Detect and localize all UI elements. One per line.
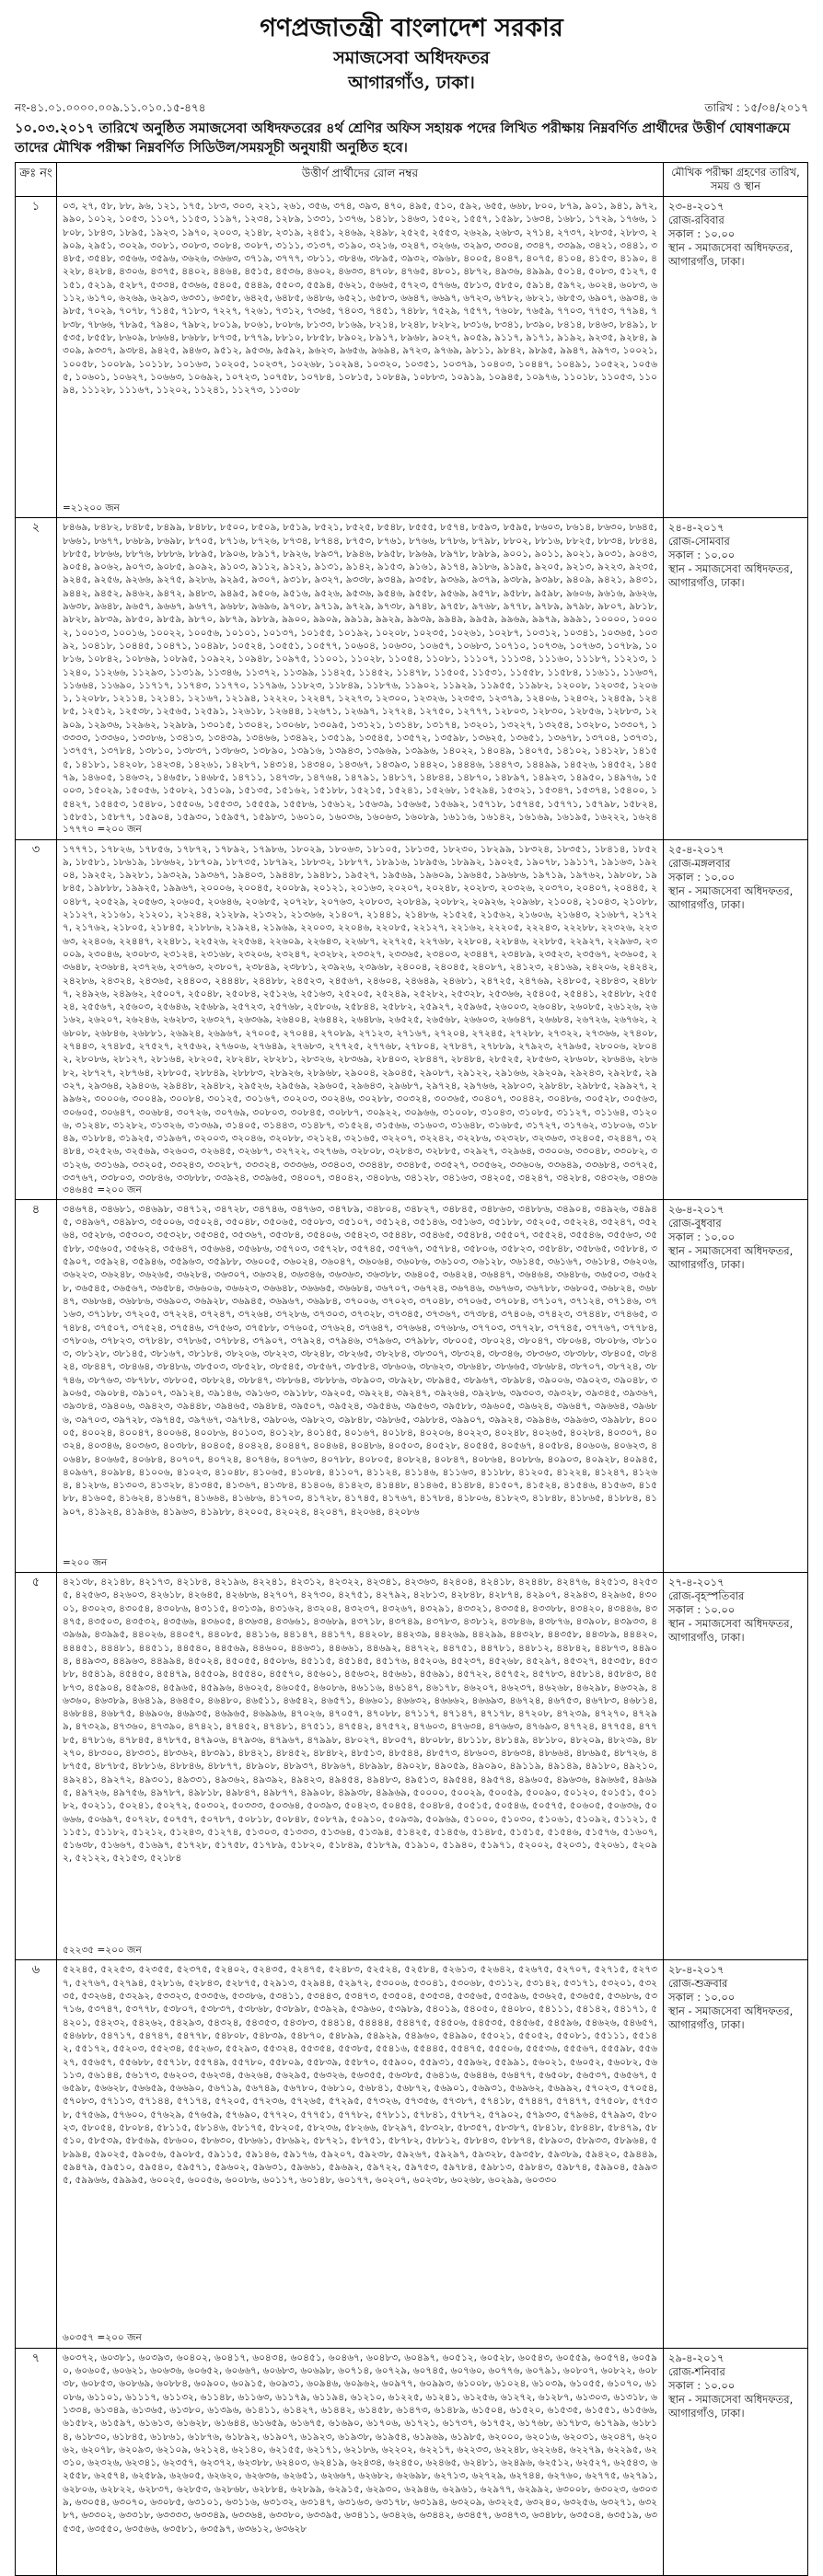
col-schedule-header: মৌখিক পরীক্ষা গ্রহণের তারিখ, সময় ও স্থান [664,163,808,197]
table-row [16,1199,808,1572]
row-total: ১৭৭৭০ =২০০ জন [63,824,142,836]
table-row [16,1573,808,1960]
schedule-venue: স্থান - সমাজসেবা অধিদফতর, আগারগাঁও, ঢাকা। [668,562,794,590]
row-rolls-cell [57,839,664,1199]
schedule-date: ২৮-৪-২০১৭ [668,1963,724,1977]
roll-numbers: ৩৪৬৭৪, ৩৪৬৮১, ৩৪৬৯৮, ৩৪৭১২, ৩৪৭২৮, ৩৪৭৪৬, ৩৪৭৬৩, ৩৪৭৮৯, ৩৪৮০৪, ৩৪৮২৭, ৩৪৮৪৫, ৩৪৮৬৩, ৩৪৮৮৬, ৩৪৯০৪, ৩৪৯২৬, ৩৪৯৪৫, ৩৪৯৬৭, ৩৪৯৮৩, ৩৫০০৬, ৩৫০২৪, ৩৫০৪৮, ৩৫০৬৫, ৩৫০৮৩, ৩৫১০৭, ৩৫১২৪, ৩৫১৪৬, ৩৫১৬৩, ৩৫১৮৮, ৩৫২০৫, ৩৫২২৪, ৩৫২৪৭, ৩৫২৬৪, ৩৫২৮৬, ৩৫৩০৩, ৩৫৩২৮, ৩৫৩৪৫, ৩৫৩৬৭, ৩৫৩৮৪, ৩৫৪০৬, ৩৫৪২৩, ৩৫৪৪৮, ৩৫৪৬৫, ৩৫৪৮৪, ৩৫৫০৭, ৩৫৫২৪, ৩৫৫৪৬, ৩৫৫৬৩, ৩৫৫৮৮, ৩৫৬০৫, ৩৫৬২৪, ৩৫৬৪৭, ৩৫৬৬৪, ৩৫৬৮৬, ৩৫৭০৩, ৩৫৭২৮, ৩৫৭৪৫, ৩৫৭৬৭, ৩৫৭৮৪, ৩৫৮০৬, ৩৫৮২৩, ৩৫৮৪৮, ৩৫৮৬৫, ৩৫৮৮৪, ৩৫৯০৭, ৩৫৯২৪, ৩৫৯৪৬, ৩৫৯৬৩, ৩৫৯৮৮, ৩৬০০৫, ৩৬০২৪, ৩৬০৪৭, ৩৬০৬৪, ৩৬০৮৬, ৩৬১০৩, ৩৬১২৮, ৩৬১৪৫, ৩৬১৬৭, ৩৬১৮৪, ৩৬২০৬, ৩৬২২৩, ৩৬২৪৮, ৩৬২৬৫, ৩৬২৮৪, ৩৬৩০৭, ৩৬৩২৪, ৩৬৩৪৬, ৩৬৩৬৩, ৩৬৩৮৮, ৩৬৪০৫, ৩৬৪২৪, ৩৬৪৪৭, ৩৬৪৬৪, ৩৬৪৮৬, ৩৬৫০৩, ৩৬৫২৮, ৩৬৫৪৫, ৩৬৫৬৭, ৩৬৫৮৪, ৩৬৬০৬, ৩৬৬২৩, ৩৬৬৪৮, ৩৬৬৬৫, ৩৬৬৮৪, ৩৬৭০৭, ৩৬৭২৪, ৩৬৭৪৬, ৩৬৭৬৩, ৩৬৭৮৮, ৩৬৮০৫, ৩৬৮২৪, ৩৬৮৪৭, ৩৬৮৬৪, ৩৬৮৮৬, ৩৬৯০৩, ৩৬৯২৮, ৩৬৯৪৫, ৩৬৯৬৭, ৩৬৯৮৪, ৩৭০০৬, ৩৭০২৩, ৩৭০৪৮, ৩৭০৬৫, ৩৭০৮৪, ৩৭১০৭, ৩৭১২৪, ৩৭১৪৬, ৩৭১৬৩, ৩৭১৮৮, ৩৭২০৫, ৩৭২২৪, ৩৭২৪৭, ৩৭২৬৪, ৩৭২৮৬, ৩৭৩০৩, ৩৭৩২৮, ৩৭৩৪৫, ৩৭৩৬৭, ৩৭৩৮৪, ৩৭৪০৬, ৩৭৪২৩, ৩৭৪৪৮, ৩৭৪৬৫, ৩৭৪৮৪, ৩৭৫০৭, ৩৭৫২৪, ৩৭৫৪৬, ৩৭৫৬৩, ৩৭৫৮৮, ৩৭৬০৫, ৩৭৬২৪, ৩৭৬৪৭, ৩৭৬৬৪, ৩৭৬৮৬, ৩৭৭০৩, ৩৭৭২৮, ৩৭৭৪৫, ৩৭৭৬৭, ৩৭৭৮৪, ৩৭৮০৬, ৩৭৮২৩, ৩৭৮৪৮, ৩৭৮৬৫, ৩৭৮৮৪, ৩৭৯০৭, ৩৭৯২৪, ৩৭৯৪৬, ৩৭৯৬৩, ৩৭৯৮৮, ৩৮০০৫, ৩৮০২৪, ৩৮০৪৭, ৩৮০৬৪, ৩৮০৮৬, ৩৮১০৩, ৩৮১২৮, ৩৮১৪৫, ৩৮১৬৭, ৩৮১৮৪, ৩৮২০৬, ৩৮২২৩, ৩৮২৪৮, ৩৮২৬৫, ৩৮২৮৪, ৩৮৩০৭, ৩৮৩২৪, ৩৮৩৪৬, ৩৮৩৬৩, ৩৮৩৮৮, ৩৮৪০৫, ৩৮৪২৪, ৩৮৪৪৭, ৩৮৪৬৪, ৩৮৪৮৬, ৩৮৫০৩, ৩৮৫২৮, ৩৮৫৪৫, ৩৮৫৬৭, ৩৮৫৮৪, ৩৮৬০৬, ৩৮৬২৩, ৩৮৬৪৮, ৩৮৬৬৫, ৩৮৬৮৪, ৩৮৭০৭, ৩৮৭২৪, ৩৮৭৪৬, ৩৮৭৬৩, ৩৮৭৮৮, ৩৮৮০৫, ৩৮৮২৪, ৩৮৮৪৭, ৩৮৮৬৪, ৩৮৮৮৬, ৩৮৯০৩, ৩৮৯২৮, ৩৮৯৪৫, ৩৮৯৬৭, ৩৮৯৮৪, ৩৯০০৬, ৩৯০২৩, ৩৯০৪৮, ৩৯০৬৫, ৩৯০৮৪, ৩৯১০৭, ৩৯১২৪, ৩৯১৪৬, ৩৯১৬৩, ৩৯১৮৮, ৩৯২০৫, ৩৯২২৪, ৩৯২৪৭, ৩৯২৬৪, ৩৯২৮৬, ৩৯৩০৩, ৩৯৩২৮, ৩৯৩৪৫, ৩৯৩৬৭, ৩৯৩৮৪, ৩৯৪০৬, ৩৯৪২৩, ৩৯৪৪৮, ৩৯৪৬৫, ৩৯৪৮৪, ৩৯৫০৭, ৩৯৫২৪, ৩৯৫৪৬, ৩৯৫৬৩, ৩৯৫৮৮, ৩৯৬০৫, ৩৯৬২৪, ৩৯৬৪৭, ৩৯৬৬৪, ৩৯৬৮৬, ৩৯৭০৩, ৩৯৭২৮, ৩৯৭৪৫, ৩৯৭৬৭, ৩৯৭৮৪, ৩৯৮০৬, ৩৯৮২৩, ৩৯৮৪৮, ৩৯৮৬৫, ৩৯৮৮৪, ৩৯৯০৭, ৩৯৯২৪, ৩৯৯৪৬, ৩৯৯৬৩, ৩৯৯৮৮, ৪০০০৫, ৪০০২৪, ৪০০৪৭, ৪০০৬৪, ৪০০৮৬, ৪০১০৩, ৪০১২৮, ৪০১৪৫, ৪০১৬৭, ৪০১৮৪, ৪০২০৬, ৪০২২৩, ৪০২৪৮, ৪০২৬৫, ৪০২৮৪, ৪০৩০৭, ৪০৩২৪, ৪০৩৪৬, ৪০৩৬৩, ৪০৩৮৮, ৪০৪০৫, ৪০৪২৪, ৪০৪৪৭, ৪০৪৬৪, ৪০৪৮৬, ৪০৫০৩, ৪০৫২৮, ৪০৫৪৫, ৪০৫৬৭, ৪০৫৮৪, ৪০৬০৬, ৪০৬২৩, ৪০৬৪৮, ৪০৬৬৫, ৪০৬৮৪, ৪০৭০৭, ৪০৭২৪, ৪০৭৪৬, ৪০৭৬৩, ৪০৭৮৮, ৪০৮০৫, ৪০৮২৪, ৪০৮৪৭, ৪০৮৬৪, ৪০৮৮৬, ৪০৯০৩, ৪০৯২৮, ৪০৯৪৫, ৪০৯৬৭, ৪০৯৮৪, ৪১০০৬, ৪১০২৩, ৪১০৪৮, ৪১০৬৫, ৪১০৮৪, ৪১১০৭, ৪১১২৪, ৪১১৪৬, ৪১১৬৩, ৪১১৮৮, ৪১২০৫, ৪১২২৪, ৪১২৪৭, ৪১২৬৪, ৪১২৮৬, ৪১৩০৩, ৪১৩২৮, ৪১৩৪৫, ৪১৩৬৭, ৪১৩৮৪, ৪১৪০৬, ৪১৪২৩, ৪১৪৪৮, ৪১৪৬৫, ৪১৪৮৪, ৪১৫০৭, ৪১৫২৪, ৪১৫৪৬, ৪১৫৬৩, ৪১৫৮৮, ৪১৬০৫, ৪১৬২৪, ৪১৬৪৭, ৪১৬৬৪, ৪১৬৮৬, ৪১৭০৩, ৪১৭২৮, ৪১৭৪৫, ৪১৭৬৭, ৪১৭৮৪, ৪১৮০৬, ৪১৮২৩, ৪১৮৪৮, ৪১৮৬৫, ৪১৮৮৪, ৪১৯০৭, ৪১৯২৪, ৪১৯৪৬, ৪১৯৬৩, ৪১৯৮৮, ৪২০০৫, ৪২০২৪, ৪২০৪৭, ৪২০৬৪, ৪২০৮৬ [63,1203,657,1518]
row-total: =২০০ জন [63,1556,108,1568]
roll-numbers: ৪২১৩৮, ৪২১৪৮, ৪২১৭৩, ৪২১৮৪, ৪২১৯৬, ৪২২৪১, ৪২৩১২, ৪২৩২২, ৪২৩৪১, ৪২৩৬৩, ৪২৪০৪, ৪২৪১৮, ৪২৪৪৮, ৪২৪৭৬, ৪২৫১৩, ৪২৫৩৫, ৪২৫৬৩, ৪২৬০৩, ৪২৬১৮, ৪২৬৪৫, ৪২৬৮৬, ৪২৭০৭, ৪২৭৩০, ৪২৭৫১, ৪২৭৯২, ৪২৮১৩, ৪২৮৪৮, ৪২৮৭৪, ৪২৯০৭, ৪২৯৪৩, ৪২৯৬৫, ৪৩০০১, ৪৩০২৩, ৪৩০৫৪, ৪৩০৮৬, ৪৩১১৫, ৪৩১৩৯, ৪৩১৬২, ৪৩২০৪, ৪৩২৩৭, ৪৩২৬৭, ৪৩২৯১, ৪৩৩২১, ৪৩৩৫৪, ৪৩৩৮৮, ৪৩৪২০, ৪৩৪৪৬, ৪৩৪৭৫, ৪৩৫০৩, ৪৩৫৩২, ৪৩৫৬৬, ৪৩৬০৫, ৪৩৬৩৪, ৪৩৬৬১, ৪৩৬৮৯, ৪৩৭১৮, ৪৩৭৪৯, ৪৩৭৮৩, ৪৩৮১২, ৪৩৮৪৬, ৪৩৮৭৬, ৪৩৯০৮, ৪৩৯৩৩, ৪৩৯৬৯, ৪৩৯৯৫, ৪৪০২৬, ৪৪০৫৭, ৪৪০৮৫, ৪৪১১৬, ৪৪১৪৭, ৪৪১৭৭, ৪৪২০৮, ৪৪২৩৯, ৪৪২৬৯, ৪৪২৯৯, ৪৪৩২৮, ৪৪৩৫৮, ৪৪৩৮৯, ৪৪৪২০, ৪৪৪৫১, ৪৪৪৮১, ৪৪৫১১, ৪৪৫৪০, ৪৪৫৬৯, ৪৪৬০০, ৪৪৬৩১, ৪৪৬৬১, ৪৪৬৯২, ৪৪৭২২, ৪৪৭৫১, ৪৪৭৮১, ৪৪৮১২, ৪৪৮৪২, ৪৪৮৭৩, ৪৪৯০৪, ৪৪৯৩৩, ৪৪৯৬৩, ৪৪৯৯৪, ৪৫০২৪, ৪৫০৫৫, ৪৫০৮৬, ৪৫১১৫, ৪৫১৪৫, ৪৫১৭৬, ৪৫২০৬, ৪৫২৩৭, ৪৫২৬৮, ৪৫২৯৭, ৪৫৩২৭, ৪৫৩৫৮, ৪৫৩৮৮, ৪৫৪১৯, ৪৫৪৫০, ৪৫৪৭৯, ৪৫৫০৯, ৪৫৫৪০, ৪৫৫৭০, ৪৫৬০১, ৪৫৬৩২, ৪৫৬৬১, ৪৫৬৯১, ৪৫৭২২, ৪৫৭৫২, ৪৫৭৮৩, ৪৫৮১৪, ৪৫৮৪৩, ৪৫৮৭৩, ৪৫৯০৪, ৪৫৯৩৪, ৪৫৯৬৫, ৪৫৯৯৬, ৪৬০২৫, ৪৬০৫৫, ৪৬০৮৬, ৪৬১১৬, ৪৬১৪৭, ৪৬১৭৮, ৪৬২০৭, ৪৬২৩৭, ৪৬২৬৮, ৪৬২৯৮, ৪৬৩২৯, ৪৬৩৬০, ৪৬৩৮৯, ৪৬৪১৯, ৪৬৪৫০, ৪৬৪৮০, ৪৬৫১১, ৪৬৫৪২, ৪৬৫৭১, ৪৬৬০১, ৪৬৬৩২, ৪৬৬৬২, ৪৬৬৯৩, ৪৬৭২৪, ৪৬৭৫৩, ৪৬৭৮৩, ৪৬৮১৪, ৪৬৮৪৪, ৪৬৮৭৫, ৪৬৯০৬, ৪৬৯৩৫, ৪৬৯৬৫, ৪৬৯৯৬, ৪৭০২৬, ৪৭০৫৭, ৪৭০৮৮, ৪৭১১৭, ৪৭১৪৭, ৪৭১৭৮, ৪৭২০৮, ৪৭২৩৯, ৪৭২৭০, ৪৭২৯৯, ৪৭৩২৯, ৪৭৩৬০, ৪৭৩৯০, ৪৭৪২১, ৪৭৪৫২, ৪৭৪৮১, ৪৭৫১১, ৪৭৫৪২, ৪৭৫৭২, ৪৭৬০৩, ৪৭৬৩৪, ৪৭৬৬৩, ৪৭৬৯৩, ৪৭৭২৪, ৪৭৭৫৪, ৪৭৭৮৫, ৪৭৮১৬, ৪৭৮৪৫, ৪৭৮৭৫, ৪৭৯০৬, ৪৭৯৩৬, ৪৭৯৬৭, ৪৭৯৯৮, ৪৮০২৭, ৪৮০৫৭, ৪৮০৮৮, ৪৮১১৮, ৪৮১৪৯, ৪৮১৮০, ৪৮২০৯, ৪৮২৩৯, ৪৮২৭০, ৪৮৩০০, ৪৮৩৩১, ৪৮৩৬২, ৪৮৩৯১, ৪৮৪২১, ৪৮৪৫২, ৪৮৪৮২, ৪৮৫১৩, ৪৮৫৪৪, ৪৮৫৭৩, ৪৮৬০৩, ৪৮৬৩৪, ৪৮৬৬৪, ৪৮৬৯৫, ৪৮৭২৬, ৪৮৭৫৫, ৪৮৭৮৫, ৪৮৮১৬, ৪৮৮৪৬, ৪৮৮৭৭, ৪৮৯০৮, ৪৮৯৩৭, ৪৮৯৬৭, ৪৮৯৯৮, ৪৯০২৮, ৪৯০৫৯, ৪৯০৯০, ৪৯১১৯, ৪৯১৪৯, ৪৯১৮০, ৪৯২১০, ৪৯২৪১, ৪৯২৭২, ৪৯৩০১, ৪৯৩৩১, ৪৯৩৬২, ৪৯৩৯২, ৪৯৪২৩, ৪৯৪৫৪, ৪৯৪৮৩, ৪৯৫১৩, ৪৯৫৪৪, ৪৯৫৭৪, ৪৯৬০৫, ৪৯৬৩৬, ৪৯৬৬৫, ৪৯৬৯৫, ৪৯৭২৬, ৪৯৭৫৬, ৪৯৭৮৭, ৪৯৮১৮, ৪৯৮৪৭, ৪৯৮৭৭, ৪৯৯০৮, ৪৯৯৩৮, ৪৯৯৬৯, ৫০০০০, ৫০০২৯, ৫০০৫৯, ৫০০৯০, ৫০১২০, ৫০১৫১, ৫০১৮২, ৫০২১১, ৫০২৪১, ৫০২৭২, ৫০৩০২, ৫০৩৩৩, ৫০৩৬৪, ৫০৩৯৩, ৫০৪২৩, ৫০৪৫৪, ৫০৪৮৪, ৫০৫১৫, ৫০৫৪৬, ৫০৫৭৫, ৫০৬০৫, ৫০৬৩৬, ৫০৬৬৬, ৫০৬৯৭, ৫০৭২৮, ৫০৭৫৭, ৫০৭৮৭, ৫০৮১৮, ৫০৮৪৮, ৫০৮৭৯, ৫০৯১০, ৫০৯৩৯, ৫০৯৬৯, ৫১০০০, ৫১০৩০, ৫১০৬১, ৫১০৯২, ৫১১২১, ৫১১৫১, ৫১১৮২, ৫১২১২, ৫১২৪৩, ৫১২৭৪, ৫১৩০৩, ৫১৩৩৩, ৫১৩৬৪, ৫১৩৯৪, ৫১৪২৫, ৫১৪৫৬, ৫১৪৮৫, ৫১৫১৫, ৫১৫৪৬, ৫১৫৭৬, ৫১৬০৭, ৫১৬৩৮, ৫১৬৬৭, ৫১৬৯৭, ৫১৭২৮, ৫১৭৫৮, ৫১৭৮৯, ৫১৮২০, ৫১৮৪৯, ৫১৮৭৯, ৫১৯১০, ৫১৯৪০, ৫১৯৭১, ৫২০০২, ৫২০৩১, ৫২০৬১, ৫২০৯২, ৫২১২২, ৫২১৫৩, ৫২১৮৪ [63,1577,657,1865]
row-schedule [664,1199,808,1572]
schedule-venue: স্থান - সমাজসেবা অধিদফতর, আগারগাঁও, ঢাকা। [668,2004,794,2032]
schedule-day: রোজ-শনিবার [668,2364,725,2378]
row-schedule [664,518,808,839]
memo-line [15,99,808,116]
table-row [16,839,808,1199]
schedule-time: সকাল : ১০.০০ [668,870,736,884]
roll-numbers: ৬০৩৭২, ৬০৩৮১, ৬০৩৯৩, ৬০৪০২, ৬০৪১৭, ৬০৪৩৪, ৬০৪৫১, ৬০৪৬৭, ৬০৪৮৩, ৬০৪৯৭, ৬০৫১২, ৬০৫২৮, ৬০৫৪৩, ৬০৫৫৯, ৬০৫৭৪, ৬০৫৯০, ৬০৬০৫, ৬০৬২১, ৬০৬৩৬, ৬০৬৫২, ৬০৬৬৭, ৬০৬৮৩, ৬০৬৯৮, ৬০৭১৪, ৬০৭২৯, ৬০৭৪৫, ৬০৭৬০, ৬০৭৭৬, ৬০৭৯১, ৬০৮০৭, ৬০৮২২, ৬০৮৩৮, ৬০৮৫৩, ৬০৮৬৯, ৬০৮৮৪, ৬০৯০০, ৬০৯১৫, ৬০৯৩১, ৬০৯৪৬, ৬০৯৬২, ৬০৯৭৭, ৬০৯৯৩, ৬১০০৮, ৬১০২৪, ৬১০৩৯, ৬১০৫৫, ৬১০৭০, ৬১০৮৬, ৬১১০১, ৬১১১৭, ৬১১৩২, ৬১১৪৮, ৬১১৬৩, ৬১১৭৯, ৬১১৯৪, ৬১২১০, ৬১২২৫, ৬১২৪১, ৬১২৫৬, ৬১২৭২, ৬১২৮৭, ৬১৩০৩, ৬১৩১৮, ৬১৩৩৪, ৬১৩৪৯, ৬১৩৬৫, ৬১৩৮০, ৬১৩৯৬, ৬১৪১১, ৬১৪২৭, ৬১৪৪২, ৬১৪৫৮, ৬১৪৭৩, ৬১৪৮৯, ৬১৫০৪, ৬১৫২০, ৬১৫৩৫, ৬১৫৫১, ৬১৫৬৬, ৬১৫৮২, ৬১৫৯৭, ৬১৬১৩, ৬১৬২৮, ৬১৬৪৪, ৬১৬৫৯, ৬১৬৭৫, ৬১৬৯০, ৬১৭০৬, ৬১৭২১, ৬১৭৩৭, ৬১৭৫২, ৬১৭৬৮, ৬১৭৮৩, ৬১৭৯৯, ৬১৮১৪, ৬১৮৩০, ৬১৮৪৫, ৬১৮৬১, ৬১৮৭৬, ৬১৮৯২, ৬১৯০৭, ৬১৯২৩, ৬১৯৩৮, ৬১৯৫৪, ৬১৯৬৯, ৬১৯৮৫, ৬২০০০, ৬২০১৬, ৬২০৩১, ৬২০৪৭, ৬২০৬২, ৬২০৭৮, ৬২০৯৩, ৬২১০৯, ৬২১২৪, ৬২১৪০, ৬২১৫৫, ৬২১৭১, ৬২১৮৬, ৬২২০২, ৬২২১৭, ৬২২৩৩, ৬২২৪৮, ৬২২৬৪, ৬২২৭৯, ৬২২৯৫, ৬২৩১০, ৬২৩২৬, ৬২৩৪১, ৬২৩৫৭, ৬২৩৭২, ৬২৩৮৮, ৬২৪০৩, ৬২৪১৯, ৬২৪৩৪, ৬২৪৫০, ৬২৪৬৫, ৬২৪৮১, ৬২৪৯৬, ৬২৫১২, ৬২৫২৭, ৬২৫৪৩, ৬২৫৫৮, ৬২৫৭৪, ৬২৫৮৯, ৬২৬০৫, ৬২৬২০, ৬২৬৩৬, ৬২৬৫১, ৬২৬৬৭, ৬২৬৮২, ৬২৬৯৮, ৬২৭১৩, ৬২৭২৯, ৬২৭৪৪, ৬২৭৬০, ৬২৭৭৫, ৬২৭৯১, ৬২৮০৬, ৬২৮২২, ৬২৮৩৭, ৬২৮৫৩, ৬২৮৬৮, ৬২৮৮৪, ৬২৮৯৯, ৬২৯১৫, ৬২৯৩০, ৬২৯৪৬, ৬২৯৬১, ৬২৯৭৭, ৬২৯৯২, ৬৩০০৮, ৬৩০২৩, ৬৩০৩৯, ৬৩০৫৪, ৬৩০৭০, ৬৩০৮৫, ৬৩১০১, ৬৩১১৬, ৬৩১৩২, ৬৩১৪৭, ৬৩১৬৩, ৬৩১৭৮, ৬৩১৯৪, ৬৩২০৯, ৬৩২২৫, ৬৩২৪০, ৬৩২৫৬, ৬৩২৭১, ৬৩২৮৭, ৬৩৩০২, ৬৩৩১৮, ৬৩৩৩৩, ৬৩৩৪৯, ৬৩৩৬৪, ৬৩৩৮০, ৬৩৩৯৫, ৬৩৪১১, ৬৩৪২৬, ৬৩৪৪২, ৬৩৪৫৭, ৬৩৪৭৩, ৬৩৪৮৮, ৬৩৫০৪, ৬৩৫১৯, ৬৩৫৩৫, ৬৩৫৫০, ৬৩৫৬৬, ৬৩৫৮১, ৬৩৫৯৭, ৬৩৬১২, ৬৩৬২৮ [63,2351,657,2535]
row-rolls-cell [57,1960,664,2348]
government-title: গণপ্রজাতন্ত্রী বাংলাদেশ সরকার [260,14,563,42]
schedule-day: রোজ-শুক্রবার [668,1977,728,1991]
col-serial-header: ক্রঃ নং [16,163,57,197]
schedule-time: সকাল : ১০.০০ [668,1991,736,2004]
schedule-date: ২৪-৪-২০১৭ [668,521,724,535]
notice-intro: ১০.০৩.২০১৭ তারিখে অনুষ্ঠিত সমাজসেবা অধিদফতরের ৪র্থ শ্রেণির অফিস সহায়ক পদের লিখিত পরীক্ষায় নিম্নবর্ণিত প্রার্থীদের উত্তীর্ণ ঘোষণাক্রমে তাদের মৌখিক পরীক্ষা নিম্নবর্ণিত সিডিউল/সময়সূচী অনুযায়ী অনুষ্ঠিত হবে। [15,121,791,156]
schedule-venue: স্থান - সমাজসেবা অধিদফতর, আগারগাঁও, ঢাকা। [668,1243,794,1271]
schedule-day: রোজ-রবিবার [668,214,724,226]
schedule-day: রোজ-সোমবার [668,535,730,549]
memo-number: নং-৪১.০১.০০০০.০০৯.১১.০১০.১৫-৪৭৪ [15,101,206,114]
row-serial: ৬ [16,1960,57,2348]
schedule-time: সকাল : ১০.০০ [668,2378,736,2392]
table-header-row [16,163,808,197]
schedule-time: সকাল : ১০.০০ [668,227,736,240]
row-total: =২১২০০ জন [63,502,120,514]
schedule-time: সকাল : ১০.০০ [668,549,736,562]
department-name: সমাজসেবা অধিদফতর [333,48,490,68]
row-rolls-cell [57,2348,664,2575]
row-serial: ৪ [16,1199,57,1572]
schedule-date: ২৩-৪-২০১৭ [668,200,724,213]
row-total: ৬০৩৫৭ =২০০ জন [63,2332,142,2344]
roll-numbers: ১৭৭৭১, ১৭৮২৬, ১৭৮৫৬, ১৭৮৭২, ১৭৮৯২, ১৭৯৮৬, ১৮০২৯, ১৮০৬৩, ১৮১০৫, ১৮১৩৫, ১৮২৩০, ১৮২৯৯, ১৮৩২৪, ১৮৩৫১, ১৮৪১৪, ১৮৫২৯, ১৮৫৮১, ১৮৬১৯, ১৮৬৬২, ১৮৭০৯, ১৮৭৩৫, ১৮৭৯২, ১৮৮৩২, ১৮৮৭৭, ১৮৯১৬, ১৮৯৫৬, ১৮৯৯২, ১৯০২৫, ১৯০৭৮, ১৯১১৭, ১৯১৬৩, ১৯২০৪, ১৯২৫২, ১৯২৮১, ১৯৩২৯, ১৯৩৬৭, ১৯৪০৩, ১৯৪৪৮, ১৯৪৮১, ১৯৫২৭, ১৯৫৬৯, ১৯৬০৯, ১৯৬৪৫, ১৯৬৮৬, ১৯৭১৯, ১৯৭৬২, ১৯৮০৮, ১৯৮৪৫, ১৯৮৮৮, ১৯৯২৫, ১৯৯৬৭, ২০০০৬, ২০০৪৫, ২০০৮৯, ২০১২১, ২০১৬৩, ২০২০৭, ২০২৪৮, ২০২৮৩, ২০৩২৬, ২০৩৭০, ২০৪০৭, ২০৪৪৫, ২০৪৮৭, ২০৫২৯, ২০৫৬৩, ২০৬০৫, ২০৬৪৬, ২০৬৮৫, ২০৭২৮, ২০৭৬৩, ২০৮০৩, ২০৮৪৯, ২০৮৮২, ২০৯২৬, ২০৯৬৮, ২১০০৪, ২১০৪৩, ২১০৮৮, ২১১২৭, ২১১৬১, ২১২০১, ২১২৪৪, ২১২৮৯, ২১৩২১, ২১৩৬৬, ২১৪০৭, ২১৪৪১, ২১৪৮৬, ২১৫২৫, ২১৫৬২, ২১৬০৬, ২১৬৪৩, ২১৬৮৭, ২১৭২৭, ২১৭৬২, ২১৮০৫, ২১৮৪৫, ২১৮৮৬, ২১৯২৪, ২১৯৬৯, ২২০০৩, ২২০৪৬, ২২০৮৫, ২২১২৭, ২২১৬২, ২২২০৫, ২২২৪৩, ২২২৮৮, ২২৩২৬, ২২৩৬৩, ২২৪০৬, ২২৪৪৭, ২২৪৮১, ২২৫২৬, ২২৫৬৪, ২২৬০৯, ২২৬৪৩, ২২৬৮৭, ২২৭২৫, ২২৭৬৮, ২২৮০৪, ২২৮৪৬, ২২৮৮৫, ২২৯২৭, ২২৯৬৩, ২৩০০৯, ২৩০৪৬, ২৩০৮৩, ২৩১২৪, ২৩১৬৮, ২৩২০৬, ২৩২৪৭, ২৩২৮২, ২৩৩২৭, ২৩৩৬৫, ২৩৪০৩, ২৩৪৪৭, ২৩৪৮৯, ২৩৫২৩, ২৩৫৬৭, ২৩৬০৫, ২৩৬৪৮, ২৩৬৮৪, ২৩৭২৬, ২৩৭৬৩, ২৩৮০৭, ২৩৮৪৯, ২৩৮৮১, ২৩৯২৬, ২৩৯৬৮, ২৪০০৪, ২৪০৪৫, ২৪০৮৭, ২৪১২৩, ২৪১৬৯, ২৪২০৬, ২৪২৪২, ২৪২৮৬, ২৪৩২৪, ২৪৩৬৫, ২৪৪০৩, ২৪৪৪৮, ২৪৪৮৮, ২৪৫২৩, ২৪৫৬৭, ২৪৬০৪, ২৪৬৪৯, ২৪৬৮১, ২৪৭২৫, ২৪৭৬৯, ২৪৮০৫, ২৪৮৪৩, ২৪৮৮৭, ২৪৯২৬, ২৪৯৬২, ২৫০০৭, ২৫০৪৮, ২৫০৮৪, ২৫১২৬, ২৫১৬৩, ২৫২০৫, ২৫২৪৯, ২৫২৮২, ২৫৩২৮, ২৫৩৬৬, ২৫৪০৫, ২৫৪৪১, ২৫৪৮৮, ২৫৫২৪, ২৫৫৬৭, ২৫৬০৩, ২৫৬৪৬, ২৫৬৮৯, ২৫৭২৩, ২৫৭৬৮, ২৫৮০৬, ২৫৮৪৪, ২৫৮৮২, ২৫৯২৭, ২৫৯৬৫, ২৬০০৩, ২৬০৪৮, ২৬০৮৫, ২৬১২৬, ২৬১৬২, ২৬২০৭, ২৬২৪৬, ২৬২৮৩, ২৬৩২৭, ২৬৩৬৯, ২৬৪০৪, ২৬৪৪২, ২৬৪৮৬, ২৬৫২৫, ২৬৫৬৮, ২৬৬০৩, ২৬৬৪৭, ২৬৬৮৪, ২৬৭২৬, ২৬৭৬২, ২৬৮০৮, ২৬৮৪৬, ২৬৮৮১, ২৬৯২৪, ২৬৯৬৭, ২৭০০৫, ২৭০৪৪, ২৭০৮৯, ২৭১২৩, ২৭১৬৭, ২৭২০৪, ২৭২৪৫, ২৭২৮৮, ২৭৩২২, ২৭৩৬৬, ২৭৪০৮, ২৭৪৪৩, ২৭৪৮৫, ২৭৫২৭, ২৭৫৬২, ২৭৬০৬, ২৭৬৪৯, ২৭৬৮৩, ২৭৭২৫, ২৭৭৬৮, ২৭৮০৪, ২৭৮৪৭, ২৭৮৮৯, ২৭৯২৩, ২৭৯৬৫, ২৮০০৬, ২৮০৪২, ২৮০৮৬, ২৮১২৭, ২৮১৬৪, ২৮২০৫, ২৮২৪৮, ২৮২৮১, ২৮৩২৬, ২৮৩৬৯, ২৮৪০৩, ২৮৪৪৭, ২৮৪৮৪, ২৮৫২৫, ২৮৫৬৩, ২৮৬০৮, ২৮৬৪৬, ২৮৬৮২, ২৮৭২৭, ২৮৭৬৪, ২৮৮০৫, ২৮৮৪৯, ২৮৮৮৩, ২৮৯২৬, ২৮৯৬৮, ২৯০০৪, ২৯০৪৫, ২৯০৮৭, ২৯১২২, ২৯১৬৬, ২৯২০৯, ২৯২৪৩, ২৯২৮৫, ২৯৩২৭, ২৯৩৬৪, ২৯৪০৬, ২৯৪৪৮, ২৯৪৮২, ২৯৫২৬, ২৯৫৬৯, ২৯৬০৫, ২৯৬৪৩, ২৯৬৮৭, ২৯৭২৪, ২৯৭৬৬, ২৯৮০৩, ২৯৮৪৮, ২৯৮৮৫, ২৯৯২৭, ২৯৯৬২, ৩০০০৬, ৩০০৪৯, ৩০০৮৪, ৩০১২৫, ৩০১৬৭, ৩০২০৩, ৩০২৪৬, ৩০২৮৮, ৩০৩২৪, ৩০৩৬৫, ৩০৪০৭, ৩০৪৪২, ৩০৪৮৬, ৩০৫২৮, ৩০৫৬৩, ৩০৬০৫, ৩০৬৪৭, ৩০৬৮৪, ৩০৭২৬, ৩০৭৬৯, ৩০৮০৩, ৩০৮৪৫, ৩০৮৮৭, ৩০৯২২, ৩০৯৬৬, ৩১০০৮, ৩১০৪৩, ৩১০৮৫, ৩১১২৭, ৩১১৬৪, ৩১২০৬, ৩১২৪৮, ৩১২৮২, ৩১৩২৬, ৩১৩৬৯, ৩১৪০৫, ৩১৪৪৩, ৩১৪৮৭, ৩১৫২৪, ৩১৫৬৬, ৩১৬০৩, ৩১৬৪৮, ৩১৬৮৫, ৩১৭২৭, ৩১৭৬২, ৩১৮০৬, ৩১৮৪৯, ৩১৮৮৪, ৩১৯২৫, ৩১৯৬৭, ৩২০০৩, ৩২০৪৬, ৩২০৮৮, ৩২১২৪, ৩২১৬৫, ৩২২০৭, ৩২২৪২, ৩২২৮৬, ৩২৩২৮, ৩২৩৬৩, ৩২৪০৫, ৩২৪৪৭, ৩২৪৮৪, ৩২৫২৬, ৩২৫৬৯, ৩২৬০৩, ৩২৬৪৫, ৩২৬৮৭, ৩২৭২২, ৩২৭৬৬, ৩২৮০৮, ৩২৮৪৩, ৩২৮৮৫, ৩২৯২৭, ৩২৯৬৪, ৩৩০০৬, ৩৩০৪৮, ৩৩০৮২, ৩৩১২৬, ৩৩১৬৯, ৩৩২০৫, ৩৩২৪৩, ৩৩২৮৭, ৩৩৩২৪, ৩৩৩৬৬, ৩৩৪০৩, ৩৩৪৪৮, ৩৩৪৮৫, ৩৩৫২৭, ৩৩৫৬২, ৩৩৬০৬, ৩৩৬৪৯, ৩৩৬৮৪, ৩৩৭২৫, ৩৩৭৬৭, ৩৩৮০৩, ৩৩৮৪৬, ৩৩৮৮৮, ৩৩৯২৪, ৩৩৯৬৫, ৩৪০০৭, ৩৪০৪২, ৩৪০৮৬, ৩৪১২৮, ৩৪১৬৩, ৩৪২০৫, ৩৪২৪৭, ৩৪২৮৪, ৩৪৩২৬, ৩৪৩৬ [63,843,657,1184]
notice-header [15,11,808,96]
table-row [16,2348,808,2575]
table-row [16,1960,808,2348]
roll-numbers: ৮৪৬৯, ৮৪৮২, ৮৪৮৫, ৮৪৯৯, ৮৪৮৮, ৮৫০০, ৮৫০৯, ৮৫১৯, ৮৫২১, ৮৫২৫, ৮৫৪৮, ৮৫৫৫, ৮৫৭৪, ৮৫৯৩, ৮৫৯৫, ৮৬০৩, ৮৬১৪, ৮৬৩০, ৮৬৪৫, ৮৬৬১, ৮৬৭৭, ৮৬৮৯, ৮৬৯৮, ৮৭০৫, ৮৭১৬, ৮৭২৬, ৮৭৩৪, ৮৭৪৪, ৮৭৫৩, ৮৭৬১, ৮৭৬৬, ৮৭৮৬, ৮৭৯৮, ৮৮০২, ৮৮১৬, ৮৮২৫, ৮৮৩৪, ৮৮৪৪, ৮৮৫৫, ৮৮৬৬, ৮৮৭৬, ৮৮৮৬, ৮৮৯৫, ৮৯০৬, ৮৯১৭, ৮৯২৬, ৮৯৩৭, ৮৯৪৬, ৮৯৫৮, ৮৯৬৯, ৮৯৭৮, ৮৯৮৯, ৯০০১, ৯০১১, ৯০২১, ৯০৩১, ৯০৪৩, ৯০৫৪, ৯০৬২, ৯০৭৩, ৯০৮৫, ৯০৯২, ৯১০৩, ৯১১২, ৯১২১, ৯১৩১, ৯১৪২, ৯১৫৩, ৯১৬১, ৯১৭৪, ৯১৮৬, ৯১৯৫, ৯২০৫, ৯২১৩, ৯২২৩, ৯২৩৫, ৯২৪৫, ৯২৫৬, ৯২৬৬, ৯২৭৫, ৯২৮৬, ৯২৯৫, ৯৩০৭, ৯৩১৮, ৯৩২৭, ৯৩৩৮, ৯৩৪৯, ৯৩৫৮, ৯৩৬৯, ৯৩৭৯, ৯৩৮৯, ৯৩৯৮, ৯৪০৯, ৯৪২১, ৯৪৩১, ৯৪৪২, ৯৪৫২, ৯৪৬২, ৯৪৭২, ৯৪৮৩, ৯৪৯৫, ৯৫০৬, ৯৫১৬, ৯৫২৬, ৯৫৩৬, ৯৫৪৬, ৯৫৫৮, ৯৫৬৯, ৯৫৭৮, ৯৫৮৮, ৯৫৯৮, ৯৬০৬, ৯৬১৬, ৯৬২৬, ৯৬৩৮, ৯৬৪৮, ৯৬৫৭, ৯৬৬৭, ৯৬৭৭, ৯৬৮৮, ৯৬৯৬, ৯৭০৮, ৯৭১৯, ৯৭২৯, ৯৭৩৮, ৯৭৪৮, ৯৭৫৮, ৯৭৬৮, ৯৭৭৮, ৯৭৮৯, ৯৭৯৮, ৯৮০৭, ৯৮১৮, ৯৮২৮, ৯৮৩৯, ৯৮৫০, ৯৮৫৯, ৯৮৭০, ৯৮৭৯, ৯৮৮৯, ৯৯০০, ৯৯০৯, ৯৯১৯, ৯৯২৯, ৯৯৩৯, ৯৯৪৯, ৯৯৫৯, ৯৯৬৯, ৯৯৭৯, ৯৯৯১, ১০০০০, ১০০০২, ১০০১৩, ১০০১৬, ১০০২২, ১০০৫৬, ১০১০১, ১০১৩৭, ১০১৫৫, ১০১৯২, ১০২০৮, ১০২৩৫, ১০২৬১, ১০২৮৭, ১০৩১২, ১০৩৪১, ১০৩৬৫, ১০৩৯২, ১০৪১৮, ১০৪৪৫, ১০৪৭১, ১০৪৯৮, ১০৫২৪, ১০৫৫১, ১০৫৭৭, ১০৬০৪, ১০৬৩০, ১০৬৫৭, ১০৬৮৩, ১০৭১০, ১০৭৩৬, ১০৭৬৩, ১০৭৮৯, ১০৮১৬, ১০৮৪২, ১০৮৬৯, ১০৮৯৫, ১০৯২২, ১০৯৪৮, ১০৯৭৫, ১১০০১, ১১০২৮, ১১০৫৪, ১১০৮১, ১১১০৭, ১১১৩৪, ১১১৬০, ১১১৮৭, ১১২১৩, ১১২৪০, ১১২৬৬, ১১২৯৩, ১১৩১৯, ১১৩৪৬, ১১৩৭২, ১১৩৯৯, ১১৪২৫, ১১৪৫২, ১১৪৭৮, ১১৫০৫, ১১৫৩১, ১১৫৫৮, ১১৫৮৪, ১১৬১১, ১১৬৩৭, ১১৬৬৪, ১১৬৯০, ১১৭১৭, ১১৭৪৩, ১১৭৭০, ১১৭৯৬, ১১৮২৩, ১১৮৪৯, ১১৮৭৬, ১১৯০২, ১১৯২৯, ১১৯৫৫, ১১৯৮২, ১২০০৮, ১২০৩৫, ১২০৬১, ১২০৮৮, ১২১১৪, ১২১৪১, ১২১৬৭, ১২১৯৪, ১২২২০, ১২২৪৭, ১২২৭৩, ১২৩০০, ১২৩২৬, ১২৩৫৩, ১২৩৭৯, ১২৪০৬, ১২৪৩২, ১২৪৫৯, ১২৪৮৫, ১২৫১২, ১২৫৩৮, ১২৫৬৫, ১২৫৯১, ১২৬১৮, ১২৬৪৪, ১২৬৭১, ১২৬৯৭, ১২৭২৪, ১২৭৫০, ১২৭৭৭, ১২৮০৩, ১২৮৩০, ১২৮৫৬, ১২৮৮৩, ১২৯০৯, ১২৯৩৬, ১২৯৬২, ১২৯৮৯, ১৩০১৫, ১৩০৪২, ১৩০৬৮, ১৩০৯৫, ১৩১২১, ১৩১৪৮, ১৩১৭৪, ১৩২০১, ১৩২২৭, ১৩২৫৪, ১৩২৮০, ১৩৩০৭, ১৩৩৩৩, ১৩৩৬০, ১৩৩৮৬, ১৩৪১৩, ১৩৪৩৯, ১৩৪৬৬, ১৩৪৯২, ১৩৫১৯, ১৩৫৪৫, ১৩৫৭২, ১৩৫৯৮, ১৩৬২৫, ১৩৬৫১, ১৩৬৭৮, ১৩৭০৪, ১৩৭৩১, ১৩৭৫৭, ১৩৭৮৪, ১৩৮১০, ১৩৮৩৭, ১৩৮৬৩, ১৩৮৯০, ১৩৯১৬, ১৩৯৪৩, ১৩৯৬৯, ১৩৯৯৬, ১৪০২২, ১৪০৪৯, ১৪০৭৫, ১৪১০২, ১৪১২৮, ১৪১৫৫, ১৪১৮১, ১৪২০৮, ১৪২৩৪, ১৪২৬১, ১৪২৮৭, ১৪৩১৪, ১৪৩৪০, ১৪৩৬৭, ১৪৩৯৩, ১৪৪২০, ১৪৪৪৬, ১৪৪৭৩, ১৪৪৯৯, ১৪৫২৬, ১৪৫৫২, ১৪৫৭৯, ১৪৬০৫, ১৪৬৩২, ১৪৬৫৮, ১৪৬৮৫, ১৪৭১১, ১৪৭৩৮, ১৪৭৬৪, ১৪৭৯১, ১৪৮১৭, ১৪৮৪৪, ১৪৮৭০, ১৪৮৯৭, ১৪৯২৩, ১৪৯৫০, ১৪৯৭৬, ১৫০০৩, ১৫০২৯, ১৫০৫৬, ১৫০৮২, ১৫১০৯, ১৫১৩৫, ১৫১৬২, ১৫১৮৮, ১৫২১৫, ১৫২৪১, ১৫২৬৮, ১৫২৯৪, ১৫৩২১, ১৫৩৪৭, ১৫৩৭৪, ১৫৪০০, ১৫৪২৭, ১৫৪৫৩, ১৫৪৮০, ১৫৫০৬, ১৫৫৩৩, ১৫৫৫৯, ১৫৫৮৬, ১৫৬১২, ১৫৬৩৯, ১৫৬৬৫, ১৫৬৯২, ১৫৭১৮, ১৫৭৪৫, ১৫৭৭১, ১৫৭৯৮, ১৫৮২৪, ১৫৮৫১, ১৫৮৭৭, ১৫৯০৪, ১৫৯৩০, ১৫৯৫৭, ১৫৯৮৩, ১৬০১০, ১৬০৩৬, ১৬০৬৩, ১৬০৮৯, ১৬১১৬, ১৬১৪২, ১৬১৬৯, ১৬১৯৫, ১৬২২২, ১৬২৪ [63,522,657,823]
schedule-venue: স্থান - সমাজসেবা অধিদফতর, আগারগাঁও, ঢাকা। [668,2392,794,2420]
schedule-day: রোজ-বুধবার [668,1216,722,1230]
row-rolls-cell [57,1199,664,1572]
schedule-venue: স্থান - সমাজসেবা অধিদফতর, আগারগাঁও, ঢাকা। [668,241,794,268]
row-schedule [664,839,808,1199]
row-schedule [664,197,808,518]
office-location: আগারগাঁও, ঢাকা। [348,73,475,93]
row-serial: ২ [16,518,57,839]
row-rolls-cell [57,1573,664,1960]
schedule-date: ২৫-৪-২০১৭ [668,842,724,856]
row-serial: ৫ [16,1573,57,1960]
row-total: ৫২২৩৫ =২০০ জন [63,1945,142,1957]
row-schedule [664,1960,808,2348]
schedule-venue: স্থান - সমাজসেবা অধিদফতর, আগারগাঁও, ঢাকা। [668,884,794,911]
schedule-day: রোজ-মঙ্গলবার [668,856,731,870]
schedule-date: ২৬-৪-২০১৭ [668,1202,724,1216]
schedule-date: ২৭-৪-২০১৭ [668,1576,724,1589]
schedule-time: সকাল : ১০.০০ [668,1603,736,1617]
memo-date: তারিখ : ১৫/০৪/২০১৭ [704,101,808,114]
schedule-venue: স্থান - সমাজসেবা অধিদফতর, আগারগাঁও, ঢাকা। [668,1617,794,1645]
roll-numbers: ০৩, ২৭, ৫৮, ৮৮, ৯৬, ১২১, ১৭৫, ১৮৩, ৩০৩, ২২১, ২৬১, ৩৫৬, ৩৭৪, ৩৯৩, ৪৭০, ৪৯৫, ৫১০, ৫৯২, ৬৫৫, ৬৬৮, ৮০০, ৮৭৯, ৯০১, ৯৪১, ৯৭২, ৯৯০, ১০১২, ১০৫৩, ১১০৭, ১১৫৩, ১১৯৭, ১২৩৪, ১২৮৯, ১৩৩১, ১৩৭৬, ১৪১৮, ১৪৬৩, ১৫০২, ১৫৫৭, ১৫৯৮, ১৬৩৪, ১৬৮১, ১৭২৯, ১৭৬৬, ১৮০৮, ১৮৪৩, ১৮৯৫, ১৯২৩, ১৯৭০, ২০০৩, ২১৪৮, ২৩১৯, ২৪৫১, ২৪৬৯, ২৪৯৮, ২৫২৫, ২৫৫৩, ২৬২৯, ২৬৮৩, ২৭১৪, ২৭৩৭, ২৮৩৫, ২৮৮৩, ২৯০৯, ২৯৫১, ৩০২৯, ৩০৮১, ৩০৮৩, ৩০৮৪, ৩০৮৭, ৩১১১, ৩১৩৭, ৩১৯০, ৩২১৬, ৩২৪৭, ৩২৬৬, ৩২৯৩, ৩৩০৪, ৩৩৪৭, ৩৩৯৯, ৩৪২১, ৩৪৪১, ৩৪৮৫, ৩৫৪৮, ৩৫৬৬, ৩৫৯৬, ৩৬২৬, ৩৬৬৩, ৩৭১৯, ৩৭৭৭, ৩৮১১, ৩৮৪৬, ৩৮৯৫, ৩৯৩২, ৩৯৬৮, ৪০০৫, ৪০৪৭, ৪০৭৫, ৪১০৪, ৪১৫৩, ৪১৯০, ৪২২৮, ৪২৮৪, ৪৩০৬, ৪৩৭৫, ৪৪০২, ৪৪৬৪, ৪৫১৫, ৪৫৩৬, ৪৬০২, ৪৬৩৩, ৪৭০৮, ৪৭৬৫, ৪৮০১, ৪৮৭২, ৪৯৩৬, ৪৯৯৯, ৫০১৪, ৫০৮৩, ৫১২৭, ৫১৫১, ৫২১৯, ৫২৮৭, ৫৩৩৪, ৫৩৬৬, ৫৪০৫, ৫৪৪৯, ৫৫০৩, ৫৫৯৪, ৫৬২১, ৫৬৬৫, ৫৭২৩, ৫৭৬৬, ৫৮১৩, ৫৮৫০, ৫৯১৪, ৫৯৭২, ৬০২৪, ৬০৮৩, ৬১১২, ৬১৭০, ৬২৬৯, ৬২৯৩, ৬৩৩১, ৬৩৫৮, ৬৪২৫, ৬৪৮৫, ৬৪৮৬, ৬৫২১, ৬৫৮৩, ৬৬৪৭, ৬৬৯৭, ৬৭২৩, ৬৭৮২, ৬৮২১, ৬৮৫৩, ৬৯০৭, ৬৯৩৪, ৬৯৮৫, ৭০২৯, ৭০৭৮, ৭১৪৫, ৭১৮৩, ৭২২৭, ৭২৬১, ৭৩১২, ৭৩৬৫, ৭৪০৩, ৭৪৫১, ৭৪৮৮, ৭৫২৯, ৭৫৭৭, ৭৬০৮, ৭৬৫৯, ৭৭০৩, ৭৭৫৩, ৭৭৯৪, ৭৮৩৮, ৭৮৬৬, ৭৮৯৫, ৭৯৪০, ৭৯৮২, ৮০১৯, ৮০৬১, ৮০৮৬, ৮১৩৩, ৮১৬৯, ৮২১৪, ৮২৪৮, ৮২৮২, ৮৩১৬, ৮৩৪১, ৮৩৯০, ৮৪১৪, ৮৪৬৩, ৮৪৯১, ৮৫৩৫, ৮৫৫৮, ৮৬০৯, ৮৬৬৪, ৮৬৮৮, ৮৭৩৫, ৮৭৭৯, ৮৮১০, ৮৮৫৮, ৮৯০২, ৮৯১৭, ৮৯৬৮, ৯০২৭, ৯০৫৯, ৯১১৭, ৯১৭১, ৯১৯২, ৯২৩৫, ৯২৮৪, ৯৩০৯, ৯৩৩৭, ৯৩৮৪, ৯৪২৫, ৯৪৬৩, ৯৫১২, ৯৫৩৬, ৯৫৯২, ৯৬২৩, ৯৬৫৬, ৯৬৯৪, ৯৭২৩, ৯৭৬৯, ৯৮১১, ৯৮৪২, ৯৮৯৫, ৯৯৪৭, ৯৯৭৩, ১০০২১, ১০০৫৮, ১০০৮৯, ১০১১৮, ১০১৬৩, ১০২০৫, ১০২৩৭, ১০২৬৮, ১০২৯৪, ১০৩২০, ১০৩৫১, ১০৩৭৯, ১০৪০৩, ১০৪৪৭, ১০৪৯১, ১০৫২২, ১০৫৬৫, ১০৬০১, ১০৬২৭, ১০৬৬৩, ১০৬৯২, ১০৭২৩, ১০৭৫৮, ১০৭৮৪, ১০৮১৫, ১০৮৪৯, ১০৮৮৩, ১০৯১৯, ১০৯৪৫, ১০৯৭৬, ১১০১৮, ১১০৫৩, ১১০৯৪, ১১১২৮, ১১১৬৭, ১১২০২, ১১২৪১, ১১২৭৩, ১১৩০৮ [63,201,657,397]
schedule-time: সকাল : ১০.০০ [668,1230,736,1243]
col-rolls-header: উত্তীর্ণ প্রার্থীদের রোল নম্বর [57,163,664,197]
row-serial: ১ [16,197,57,518]
schedule-day: রোজ-বৃহস্পতিবার [668,1589,745,1603]
row-schedule [664,2348,808,2575]
table-row [16,197,808,518]
row-schedule [664,1573,808,1960]
row-serial: ৭ [16,2348,57,2575]
row-rolls-cell [57,518,664,839]
schedule-table [15,162,808,2576]
row-serial: ৩ [16,839,57,1199]
row-total: ৩৪৬৪৫ =২০০ জন [63,1184,142,1196]
row-rolls-cell [57,197,664,518]
schedule-date: ২৯-৪-২০১৭ [668,2351,724,2364]
table-row [16,518,808,839]
roll-numbers: ৫২২৪৫, ৫২২৫৩, ৫২৩৫৫, ৫২৩৭৫, ৫২৪০২, ৫২৪৩৫, ৫২৪৭৫, ৫২৪৮৩, ৫২৫২৪, ৫২৫৮৪, ৫২৬১৩, ৫২৬৪২, ৫২৬৭৫, ৫২৭০৭, ৫২৭১৫, ৫২৭৩৭, ৫২৭৬৭, ৫২৭৯৪, ৫২৮১৬, ৫২৮৪৩, ৫২৮৭৫, ৫২৯১৩, ৫২৯৪৪, ৫২৯৭২, ৫৩০০৬, ৫৩০৪১, ৫৩০৬৮, ৫৩১১২, ৫৩১৪২, ৫৩১৭১, ৫৩২০১, ৫৩২৩৫, ৫৩২৬৪, ৫৩২৯২, ৫৩৩২৩, ৫৩৩৫৬, ৫৩৩৮৬, ৫৩৪১১, ৫৩৪৪৩, ৫৩৪৭৩, ৫৩৫০৪, ৫৩৫৩৪, ৫৩৫৬৫, ৫৩৫৯৬, ৫৩৬২৫, ৫৩৬৫৫, ৫৩৬৮৬, ৫৩৭১৬, ৫৩৭৪৭, ৫৩৭৭৮, ৫৩৮০৭, ৫৩৮৩৭, ৫৩৮৬৮, ৫৩৮৯৮, ৫৩৯২৯, ৫৩৯৬০, ৫৩৯৮৯, ৫৪০১৯, ৫৪০৫০, ৫৪০৮০, ৫৪১১১, ৫৪১৪২, ৫৪১৭১, ৫৪২০১, ৫৪২৩২, ৫৪২৬২, ৫৪২৯৩, ৫৪৩২৪, ৫৪৩৫৩, ৫৪৩৮৩, ৫৪৪১৪, ৫৪৪৪৪, ৫৪৪৭৫, ৫৪৫০৬, ৫৪৫৩৫, ৫৪৫৬৫, ৫৪৫৯৬, ৫৪৬২৬, ৫৪৬৫৭, ৫৪৬৮৮, ৫৪৭১৭, ৫৪৭৪৭, ৫৪৭৭৮, ৫৪৮০৮, ৫৪৮৩৯, ৫৪৮৭০, ৫৪৮৯৯, ৫৪৯২৯, ৫৪৯৬০, ৫৪৯৯০, ৫৫০২১, ৫৫০৫২, ৫৫০৮১, ৫৫১১১, ৫৫১৪২, ৫৫১৭২, ৫৫২০৩, ৫৫২৩৪, ৫৫২৬৩, ৫৫২৯৩, ৫৫৩২৪, ৫৫৩৫৪, ৫৫৩৮৫, ৫৫৪১৬, ৫৫৪৪৫, ৫৫৪৭৫, ৫৫৫০৬, ৫৫৫৩৬, ৫৫৫৬৭, ৫৫৫৯৮, ৫৫৬২৭, ৫৫৬৫৭, ৫৫৬৮৮, ৫৫৭১৮, ৫৫৭৪৯, ৫৫৭৮০, ৫৫৮০৯, ৫৫৮৩৯, ৫৫৮৭০, ৫৫৯০০, ৫৫৯৩১, ৫৫৯৬২, ৫৫৯৯১, ৫৬০২১, ৫৬০৫২, ৫৬০৮২, ৫৬১১৩, ৫৬১৪৪, ৫৬১৭৩, ৫৬২০৩, ৫৬২৩৪, ৫৬২৬৪, ৫৬২৯৫, ৫৬৩২৬, ৫৬৩৫৫, ৫৬৩৮৫, ৫৬৪১৬, ৫৬৪৪৬, ৫৬৪৭৭, ৫৬৫০৮, ৫৬৫৩৭, ৫৬৫৬৭, ৫৬৫৯৮, ৫৬৬২৮, ৫৬৬৫৯, ৫৬৬৯০, ৫৬৭১৯, ৫৬৭৪৯, ৫৬৭৮০, ৫৬৮১০, ৫৬৮৪১, ৫৬৮৭২, ৫৬৯০১, ৫৬৯৩১, ৫৬৯৬২, ৫৬৯৯২, ৫৭০২৩, ৫৭০৫৪, ৫৭০৮৩, ৫৭১১৩, ৫৭১৪৪, ৫৭১৭৪, ৫৭২০৫, ৫৭২৩৬, ৫৭২৬৫, ৫৭২৯৫, ৫৭৩২৬, ৫৭৩৫৬, ৫৭৩৮৭, ৫৭৪১৮, ৫৭৪৪৭, ৫৭৪৭৭, ৫৭৫০৮, ৫৭৫৩৮, ৫৭৫৬৯, ৫৭৬০০, ৫৭৬২৯, ৫৭৬৫৯, ৫৭৬৯০, ৫৭৭২০, ৫৭৭৫১, ৫৭৭৮২, ৫৭৮১১, ৫৭৮৪১, ৫৭৮৭২, ৫৭৯০২, ৫৭৯৩৩, ৫৭৯৬৪, ৫৭৯৯৩, ৫৮০২৩, ৫৮০৫৪, ৫৮০৮৪, ৫৮১১৫, ৫৮১৪৬, ৫৮১৭৫, ৫৮২০৫, ৫৮২৩৬, ৫৮২৬৬, ৫৮২৯৭, ৫৮৩২৮, ৫৮৩৫৭, ৫৮৩৮৭, ৫৮৪১৮, ৫৮৪৪৮, ৫৮৪৭৯, ৫৮৫১০, ৫৮৫৩৯, ৫৮৫৬৯, ৫৮৬০০, ৫৮৬৩০, ৫৮৬৬১, ৫৮৬৯২, ৫৮৭২১, ৫৮৭৫১, ৫৮৭৮২, ৫৮৮১২, ৫৮৮৪৩, ৫৮৮৭৪, ৫৮৯০৩, ৫৮৯৩৩, ৫৮৯৬৪, ৫৮৯৯৪, ৫৯০২৫, ৫৯০৫৬, ৫৯০৮৫, ৫৯১১৫, ৫৯১৪৬, ৫৯১৭৬, ৫৯২০৭, ৫৯২৩৮, ৫৯২৬৭, ৫৯২৯৭, ৫৯৩২৮, ৫৯৩৫৮, ৫৯৩৮৯, ৫৯৪২০, ৫৯৪৪৯, ৫৯৪৭৯, ৫৯৫১০, ৫৯৫৪০, ৫৯৫৭১, ৫৯৬০২, ৫৯৬৩১, ৫৯৬৬১, ৫৯৬৯২, ৫৯৭২২, ৫৯৭৫৩, ৫৯৭৮৪, ৫৯৮১৩, ৫৯৮৪৩, ৫৯৮৭৪, ৫৯৯০৪, ৫৯৯৩৫, ৫৯৯৬৬, ৫৯৯৯৫, ৬০০২৫, ৬০০৫৬, ৬০০৮৬, ৬০১১৭, ৬০১৪৮, ৬০১৭৭, ৬০২০৭, ৬০২৩৮, ৬০২৬৮, ৬০২৯৯, ৬০৩৩০ [63,1964,657,2187]
